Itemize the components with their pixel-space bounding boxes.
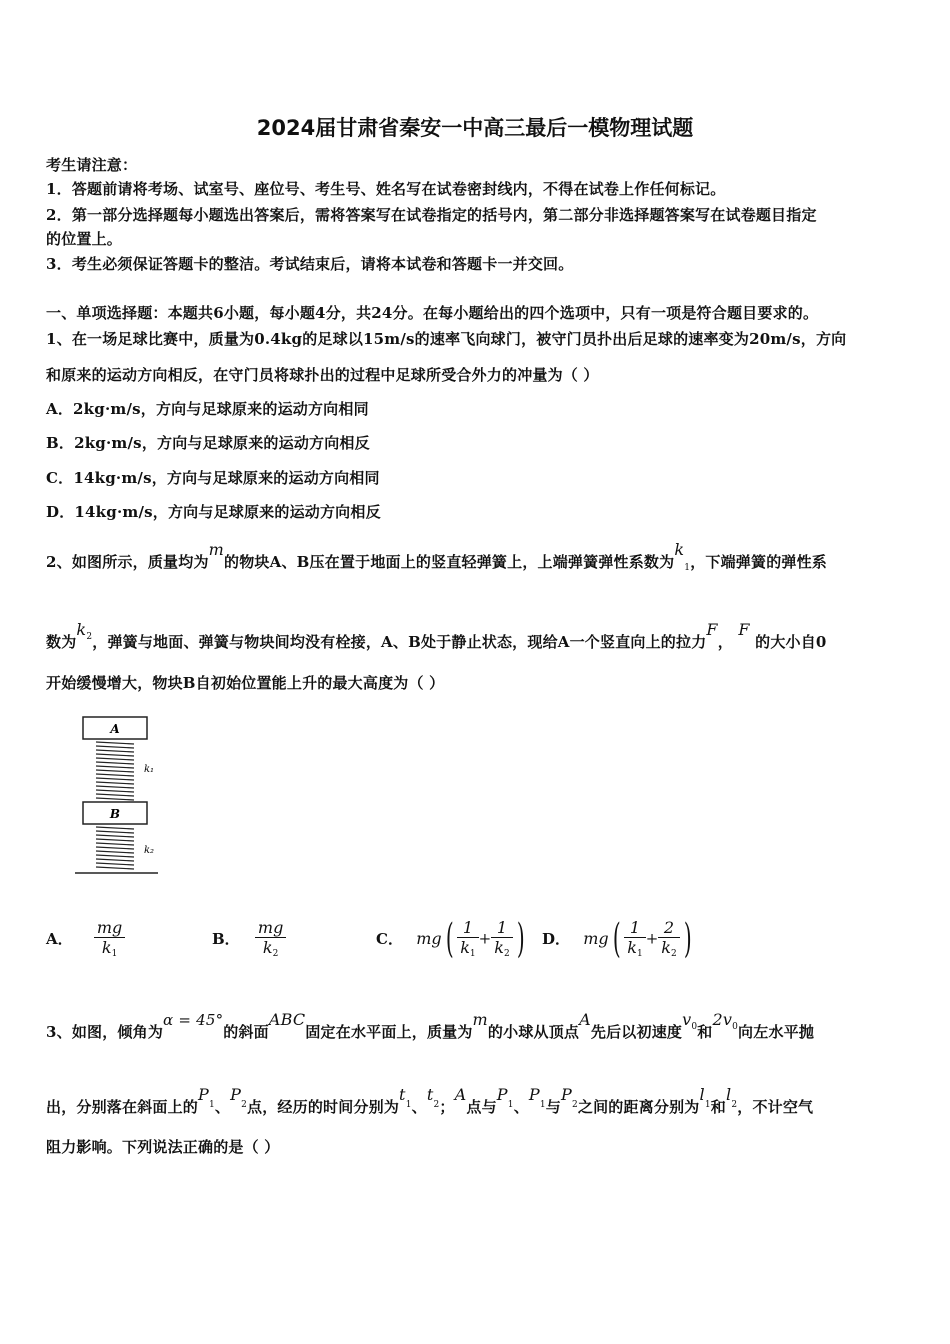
plus-sign: + [645, 929, 659, 948]
denominator: $k_1$ [624, 937, 645, 959]
option-label: B． [212, 930, 240, 948]
numerator: 1 [496, 918, 508, 937]
denominator: $k_2$ [255, 937, 286, 959]
var-m: m [472, 1010, 488, 1029]
q2-stem-line1 [46, 540, 827, 573]
notice-item: 3．考生必须保证答题卡的整洁。考试结束后，请将本试卷和答题卡一并交回。 [46, 255, 574, 273]
subscript: 0 [691, 1022, 698, 1032]
left-paren: ( [445, 915, 454, 962]
numerator: mg [96, 918, 123, 937]
numerator: 1 [462, 918, 474, 937]
mg-term: mg [416, 929, 442, 948]
spring-k2-label: k₂ [144, 845, 155, 856]
q3-text: 先后以初速度 [590, 1023, 683, 1041]
q3-text: 点，经历的时间分别为 [247, 1098, 400, 1116]
q2-stem-line3: 开始缓慢增大，物块B自初始位置能上升的最大高度为（ ） [46, 674, 445, 692]
left-paren: ( [612, 915, 621, 962]
q3-text: 固定在水平面上，质量为 [305, 1023, 473, 1041]
numerator: 1 [629, 918, 641, 937]
denominator: $k_1$ [94, 937, 125, 959]
var-m: m [208, 540, 225, 559]
fraction [255, 918, 286, 959]
var-a: A [579, 1010, 591, 1029]
q2-text: ，弹簧与地面、弹簧与物块间均没有栓接，A、B处于静止状态，现给A一个竖直向上的拉力 [92, 633, 707, 651]
q3-text: 的斜面 [223, 1023, 269, 1041]
q1-option-b: B．2kg·m/s，方向与足球原来的运动方向相反 [46, 434, 370, 452]
q1-stem: 和原来的运动方向相反，在守门员将球扑出的过程中足球所受合外力的冲量为（ ） [46, 366, 599, 384]
angle-value: α = 45° [163, 1011, 224, 1029]
mg-term: mg [583, 929, 609, 948]
q2-text: 的大小自0 [755, 633, 827, 651]
q3-text: 向左水平抛 [738, 1023, 815, 1041]
right-paren: ) [516, 915, 525, 962]
spring-blocks-figure [70, 712, 170, 882]
var-f: F [738, 620, 750, 639]
var-abc: ABC [268, 1010, 306, 1029]
var-f: F [706, 620, 718, 639]
q3-text: 点与 [466, 1098, 497, 1116]
var-2v0: 2v [712, 1010, 733, 1029]
q3-text: 3、如图，倾角为 [46, 1023, 164, 1041]
q3-stem-line2: 出，分别落在斜面上的$P^1$、$P^2$点，经历的时间分别为$t^1$、$t^2$；A点与$P^1$、$P^1$与$P^2$之间的距离分别为$l^1$和$l^2$，不计空气 [46, 1085, 814, 1116]
q2-text: 的物块A、B压在置于地面上的竖直轻弹簧上，上端弹簧弹性系数为 [224, 553, 675, 571]
denominator: $k_2$ [491, 937, 512, 959]
option-label: C． [376, 930, 403, 948]
option-label: D． [542, 930, 571, 948]
q3-text: 的小球从顶点 [487, 1023, 580, 1041]
q3-text: 出，分别落在斜面上的 [46, 1098, 199, 1116]
subscript: 1 [684, 563, 691, 573]
q1-stem: 1、在一场足球比赛中，质量为0.4kg的足球以15m/s的速率飞向球门，被守门员扑出后足球的速率变为20m/s，方向 [46, 330, 847, 348]
fraction [94, 918, 125, 959]
q2-text: 数为 [46, 633, 77, 651]
q2-text: 2、如图所示，质量均为 [46, 553, 209, 571]
option-label: A． [46, 930, 73, 948]
right-paren: ) [683, 915, 692, 962]
numerator: mg [257, 918, 284, 937]
notice-item: 1．答题前请将考场、试室号、座位号、考生号、姓名写在试卷密封线内，不得在试卷上作任何标记。 [46, 180, 726, 198]
q2-text: ，下端弹簧的弹性系 [690, 553, 827, 571]
var-v0: v [682, 1010, 692, 1029]
q2-stem-line2 [46, 620, 827, 652]
spring-k1 [96, 742, 134, 800]
denominator: $k_1$ [457, 937, 478, 959]
q3-text: 之间的距离分别为 [577, 1098, 700, 1116]
q3-stem-line3: 阻力影响。下列说法正确的是（ ） [46, 1138, 280, 1156]
spring-k1-label: k₁ [144, 764, 155, 775]
q3-text: ，不计空气 [737, 1098, 814, 1116]
q2-text: ， [717, 633, 733, 651]
plus-sign: + [478, 929, 492, 948]
q2-option-d [542, 915, 695, 962]
q3-text: 和 [697, 1023, 713, 1041]
notice-item: 2．第一部分选择题每小题选出答案后，需将答案写在试卷指定的括号内，第二部分非选择题答案写在试卷题目指定 [46, 206, 817, 224]
var-k: k [674, 540, 685, 559]
notice-heading: 考生请注意： [46, 156, 138, 174]
fraction [457, 918, 478, 959]
q3-stem-line1 [46, 1010, 814, 1042]
q2-option-c [376, 915, 528, 962]
fraction [491, 918, 512, 959]
subscript: 0 [732, 1022, 739, 1032]
fraction [658, 918, 679, 959]
subscript: 2 [86, 632, 93, 642]
page-title: 2024届甘肃省秦安一中高三最后一模物理试题 [256, 116, 694, 140]
fraction [624, 918, 645, 959]
block-a-label: A [110, 722, 120, 736]
q2-option-a [46, 918, 125, 959]
denominator: $k_2$ [658, 937, 679, 959]
q1-option-d: D．14kg·m/s，方向与足球原来的运动方向相反 [46, 503, 381, 521]
spring-k2 [96, 827, 134, 869]
q2-option-b [212, 918, 286, 959]
q1-option-c: C．14kg·m/s，方向与足球原来的运动方向相同 [46, 469, 380, 487]
notice-item: 的位置上。 [46, 230, 123, 248]
block-b-label: B [109, 807, 121, 821]
q1-option-a: A．2kg·m/s，方向与足球原来的运动方向相同 [46, 400, 369, 418]
section-heading: 一、单项选择题：本题共6小题，每小题4分，共24分。在每小题给出的四个选项中，只有一项是符合题目要求的。 [46, 304, 819, 322]
var-k: k [76, 620, 87, 639]
numerator: 2 [663, 918, 675, 937]
